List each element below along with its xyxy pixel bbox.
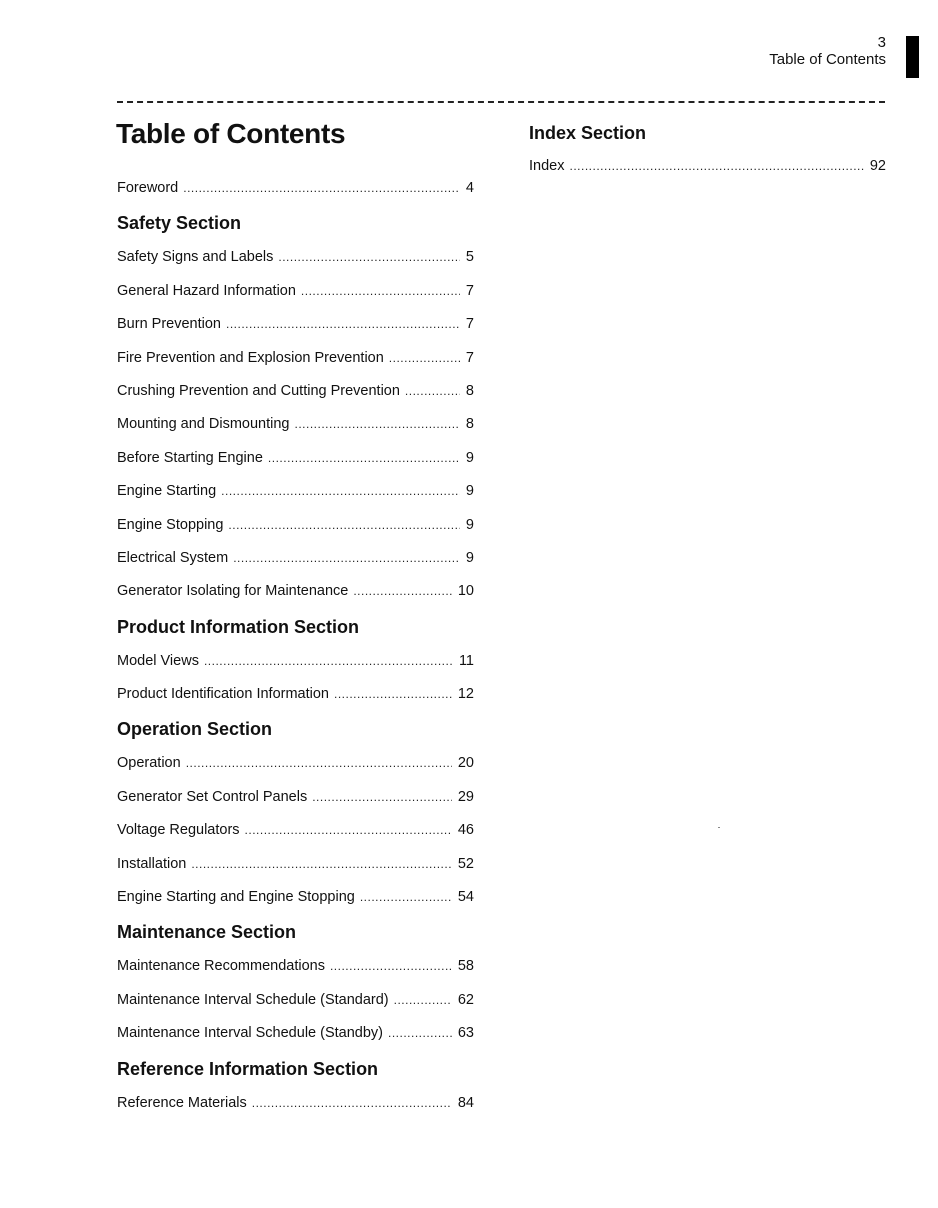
toc-entry-label: Electrical System xyxy=(117,549,229,566)
toc-entry-label: Installation xyxy=(117,855,187,872)
toc-entry-page: 5 xyxy=(465,249,474,266)
toc-entry-page: 11 xyxy=(458,652,474,669)
dot-leader xyxy=(569,150,863,183)
dot-leader xyxy=(295,408,460,441)
toc-entry-burn-prevention[interactable] xyxy=(117,308,474,341)
section-heading-operation-section: Operation Section xyxy=(117,719,273,740)
toc-entry-engine-starting[interactable] xyxy=(117,475,474,508)
dot-leader xyxy=(228,509,460,542)
toc-entry-page: 9 xyxy=(465,449,474,466)
page-title: Table of Contents xyxy=(116,118,346,149)
toc-entry-page: 8 xyxy=(465,382,474,399)
dot-leader xyxy=(268,442,460,475)
toc-entry-generator-isolating-for-maintenance[interactable] xyxy=(117,575,474,608)
toc-entry-label: Product Identification Information xyxy=(117,686,329,703)
toc-entry-maintenance-interval-schedule-standard[interactable] xyxy=(117,984,474,1017)
toc-entry-label: Crushing Prevention and Cutting Prevention xyxy=(117,382,400,399)
section-heading-reference-information-section: Reference Information Section xyxy=(117,1058,379,1079)
running-header: Table of Contents xyxy=(769,51,886,68)
toc-entry-page: 58 xyxy=(457,958,474,975)
toc-entry-page: 46 xyxy=(457,822,474,839)
toc-entry-label: Engine Starting and Engine Stopping xyxy=(117,889,355,906)
toc-entry-label: Maintenance Interval Schedule (Standard) xyxy=(117,991,389,1008)
toc-entry-page: 63 xyxy=(457,1025,474,1042)
toc-entry-page: 54 xyxy=(457,889,474,906)
dot-leader xyxy=(221,475,460,508)
header-rule xyxy=(117,101,885,103)
toc-entry-label: Model Views xyxy=(117,652,199,669)
toc-entry-page: 7 xyxy=(465,282,474,299)
dot-leader xyxy=(394,984,452,1017)
toc-entry-page: 62 xyxy=(457,991,474,1008)
toc-entry-label: Operation xyxy=(117,755,181,772)
toc-entry-label: Mounting and Dismounting xyxy=(117,416,290,433)
toc-entry-label: Foreword xyxy=(117,180,179,196)
toc-entry-voltage-regulators[interactable] xyxy=(117,814,474,847)
toc-entry-page: 9 xyxy=(465,483,474,500)
dot-leader xyxy=(388,1017,452,1050)
toc-entry-page: 7 xyxy=(465,316,474,333)
dot-leader xyxy=(353,575,452,608)
toc-entry-label: Safety Signs and Labels xyxy=(117,249,274,266)
dot-leader xyxy=(301,275,460,308)
toc-entry-label: Engine Starting xyxy=(117,483,217,500)
dot-leader xyxy=(204,645,453,678)
dot-leader xyxy=(183,172,460,205)
toc-entry-page: 52 xyxy=(457,855,474,872)
toc-entry-maintenance-recommendations[interactable] xyxy=(117,950,474,983)
dot-leader xyxy=(405,375,460,408)
toc-entry-label: Fire Prevention and Explosion Prevention xyxy=(117,349,384,366)
toc-entry-label: Index xyxy=(529,158,565,174)
toc-entry-mounting-and-dismounting[interactable] xyxy=(117,408,474,441)
toc-entry-installation[interactable] xyxy=(117,848,474,881)
toc-entry-page: 12 xyxy=(457,686,474,703)
dot-leader xyxy=(389,342,460,375)
toc-entry-label: Generator Isolating for Maintenance xyxy=(117,583,349,600)
toc-entry-page: 9 xyxy=(465,549,474,566)
toc-entry-label: Before Starting Engine xyxy=(117,449,263,466)
toc-entry-before-starting-engine[interactable] xyxy=(117,442,474,475)
dot-leader xyxy=(233,542,460,575)
toc-entry-fire-prevention-and-explosion-prevention[interactable] xyxy=(117,342,474,375)
edge-tab-marker xyxy=(906,36,919,78)
toc-entry-page: 10 xyxy=(457,583,474,600)
scan-speck xyxy=(718,827,720,828)
dot-leader xyxy=(186,747,452,780)
toc-entry-safety-signs-and-labels[interactable] xyxy=(117,241,474,274)
section-heading-maintenance-section: Maintenance Section xyxy=(117,922,297,943)
toc-entry-generator-set-control-panels[interactable] xyxy=(117,781,474,814)
toc-entry-label: Engine Stopping xyxy=(117,516,224,533)
toc-entry-electrical-system[interactable] xyxy=(117,542,474,575)
toc-left-column xyxy=(117,172,474,1120)
dot-leader xyxy=(191,848,452,881)
section-heading-product-information-section: Product Information Section xyxy=(117,616,360,637)
toc-entry-page: 8 xyxy=(465,416,474,433)
toc-entry-engine-starting-and-engine-stopping[interactable] xyxy=(117,881,474,914)
dot-leader xyxy=(278,241,460,274)
toc-entry-page: 4 xyxy=(465,180,474,196)
toc-entry-page: 20 xyxy=(457,755,474,772)
toc-entry-label: Burn Prevention xyxy=(117,316,221,333)
toc-section-list xyxy=(529,120,886,183)
toc-entry-operation[interactable] xyxy=(117,747,474,780)
section-heading-safety-section: Safety Section xyxy=(117,213,242,234)
dot-leader xyxy=(360,881,452,914)
toc-entry-engine-stopping[interactable] xyxy=(117,509,474,542)
toc-entry-reference-materials[interactable] xyxy=(117,1087,474,1120)
dot-leader xyxy=(330,950,452,983)
toc-entry-label: General Hazard Information xyxy=(117,282,296,299)
toc-section-list xyxy=(117,205,474,1120)
page-number: 3 xyxy=(877,34,886,51)
toc-entry-foreword[interactable] xyxy=(117,172,474,205)
toc-entry-page: 29 xyxy=(457,788,474,805)
dot-leader xyxy=(245,814,452,847)
toc-entry-page: 92 xyxy=(869,158,886,174)
toc-entry-product-identification-information[interactable] xyxy=(117,678,474,711)
toc-entry-label: Maintenance Interval Schedule (Standby) xyxy=(117,1025,383,1042)
toc-entry-page: 9 xyxy=(465,516,474,533)
toc-right-column xyxy=(529,120,886,183)
toc-entry-page: 84 xyxy=(457,1094,474,1111)
dot-leader xyxy=(252,1087,452,1120)
toc-entry-label: Generator Set Control Panels xyxy=(117,788,308,805)
toc-entry-index[interactable] xyxy=(529,150,886,183)
toc-entry-maintenance-interval-schedule-standby[interactable] xyxy=(117,1017,474,1050)
section-heading-index-section: Index Section xyxy=(529,123,647,143)
toc-entry-label: Maintenance Recommendations xyxy=(117,958,325,975)
toc-entry-general-hazard-information[interactable] xyxy=(117,275,474,308)
toc-entry-model-views[interactable] xyxy=(117,645,474,678)
toc-entry-label: Voltage Regulators xyxy=(117,822,240,839)
dot-leader xyxy=(226,308,460,341)
dot-leader xyxy=(312,781,452,814)
toc-entry-crushing-prevention-and-cutting-prevention[interactable] xyxy=(117,375,474,408)
dot-leader xyxy=(334,678,452,711)
toc-entry-page: 7 xyxy=(465,349,474,366)
toc-entry-label: Reference Materials xyxy=(117,1094,247,1111)
